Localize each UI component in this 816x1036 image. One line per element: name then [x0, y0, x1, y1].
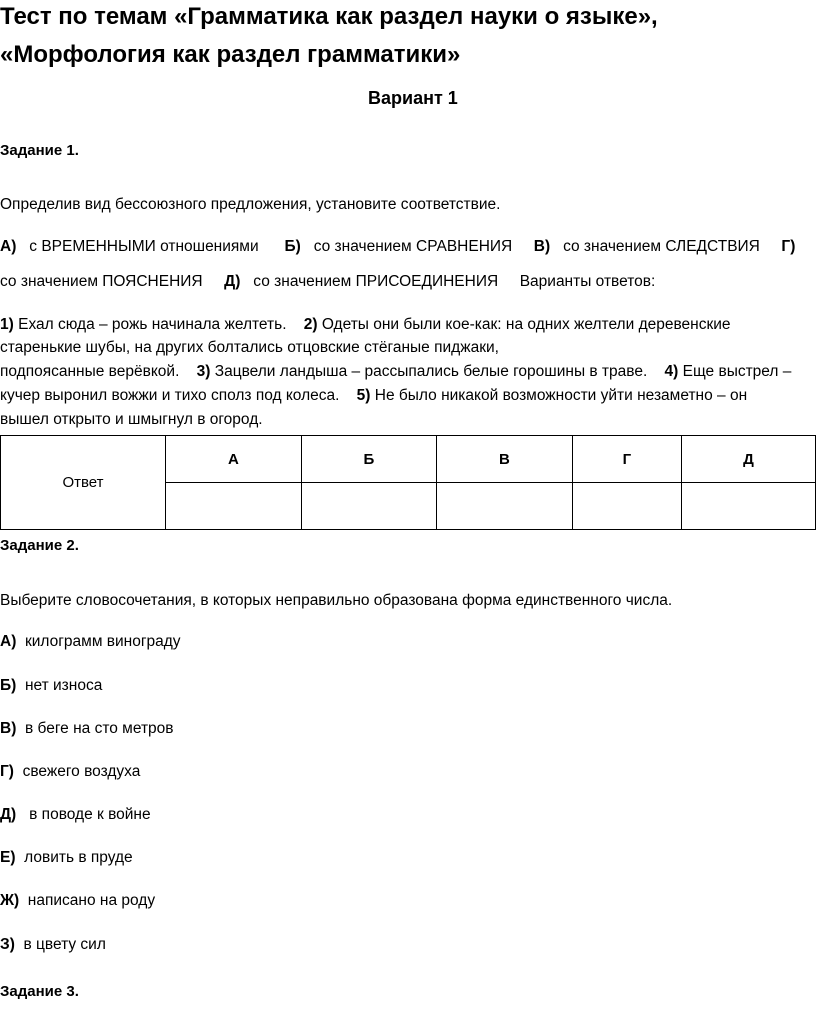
- sentence-4-text-part1: Еще выстрел –: [682, 363, 792, 380]
- option-letter-d: Д): [224, 273, 241, 290]
- answer-cell-v[interactable]: [436, 483, 572, 530]
- option-text-b: со значением СРАВНЕНИЯ: [313, 238, 513, 255]
- option-letter-b: Б): [284, 238, 301, 255]
- list-item: [0, 763, 140, 781]
- sentence-2-text-part2: старенькие шубы, на других болтались отцовские стёганые пиджаки,: [0, 339, 499, 356]
- sentence-5-text-part2: вышел открыто и шмыгнул в огород.: [0, 411, 263, 428]
- sentence-2-text-part3: подпоясанные верёвкой.: [0, 363, 180, 380]
- sentence-num-3: 3): [196, 363, 211, 380]
- column-header-v: В: [436, 436, 572, 483]
- sentence-num-5: 5): [356, 387, 371, 404]
- list-item: [0, 677, 102, 695]
- sentence-5-text-part1: Не было никакой возможности уйти незаметно – он: [374, 387, 748, 404]
- variant-label: Вариант 1: [368, 88, 458, 108]
- list-item: [0, 633, 181, 651]
- sentences-line-5: [0, 409, 263, 432]
- document-title-line-1: Тест по темам «Грамматика как раздел науки о языке»,: [0, 3, 658, 30]
- item-letter: В): [0, 720, 17, 737]
- item-text: нет износа: [24, 677, 103, 694]
- sentence-num-4: 4): [664, 363, 679, 380]
- sentence-3-text: Зацвели ландыша – рассыпались белые горошины в траве.: [214, 363, 648, 380]
- sentences-line-3: [0, 361, 791, 384]
- answer-cell-b[interactable]: [301, 483, 436, 530]
- item-text: ловить в пруде: [24, 849, 133, 866]
- option-text-a: с ВРЕМЕННЫМИ отношениями: [29, 238, 259, 255]
- task2-heading: Задание 2.: [0, 537, 79, 554]
- sentences-line-2: [0, 337, 499, 360]
- item-text: в поводе к войне: [29, 806, 151, 823]
- answer-row-label: Ответ: [1, 436, 166, 530]
- task1-heading: Задание 1.: [0, 142, 79, 159]
- item-text: в беге на сто метров: [24, 720, 174, 737]
- item-text: написано на роду: [27, 892, 156, 909]
- list-item: [0, 806, 151, 824]
- document-title-line-2: «Морфология как раздел грамматики»: [0, 41, 461, 68]
- sentences-line-4: [0, 385, 747, 408]
- list-item: [0, 892, 155, 910]
- option-text-g: со значением ПОЯСНЕНИЯ: [0, 273, 203, 290]
- item-letter: Д): [0, 806, 17, 823]
- answers-label: Варианты ответов:: [519, 273, 656, 290]
- option-letter-a: А): [0, 238, 17, 255]
- column-header-b: Б: [301, 436, 436, 483]
- item-letter: Г): [0, 763, 14, 780]
- sentence-1-text: Ехал сюда – рожь начинала желтеть.: [18, 316, 287, 333]
- task3-heading: Задание 3.: [0, 983, 79, 1000]
- sentence-4-text-part2: кучер выронил вожжи и тихо сполз под колеса.: [0, 387, 340, 404]
- item-text: в цвету сил: [23, 936, 106, 953]
- answer-cell-g[interactable]: [572, 483, 681, 530]
- answer-cell-d[interactable]: [681, 483, 815, 530]
- option-letter-v: В): [533, 238, 551, 255]
- item-text: свежего воздуха: [22, 763, 141, 780]
- task1-options-line-2: [0, 271, 655, 294]
- item-letter: Е): [0, 849, 16, 866]
- option-text-v: со значением СЛЕДСТВИЯ: [563, 238, 760, 255]
- item-letter: А): [0, 633, 17, 650]
- answer-table: [0, 435, 816, 530]
- column-header-d: Д: [681, 436, 815, 483]
- item-letter: Ж): [0, 892, 20, 909]
- item-text: килограмм винограду: [24, 633, 181, 650]
- list-item: [0, 936, 106, 954]
- item-letter: З): [0, 936, 15, 953]
- answer-cell-a[interactable]: [166, 483, 302, 530]
- item-letter: Б): [0, 677, 17, 694]
- task1-options-line-1: [0, 236, 795, 259]
- option-text-d: со значением ПРИСОЕДИНЕНИЯ: [253, 273, 499, 290]
- list-item: [0, 849, 133, 867]
- sentences-line-1: [0, 314, 731, 337]
- task2-instruction: Выберите словосочетания, в которых неправильно образована форма единственного числа.: [0, 592, 673, 609]
- sentence-num-1: 1): [0, 316, 14, 333]
- column-header-g: Г: [572, 436, 681, 483]
- task1-instruction: Определив вид бессоюзного предложения, установите соответствие.: [0, 196, 501, 213]
- list-item: [0, 720, 174, 738]
- option-letter-g: Г): [781, 238, 796, 255]
- column-header-a: А: [166, 436, 302, 483]
- sentence-2-text-part1: Одеты они были кое-как: на одних желтели деревенские: [321, 316, 731, 333]
- sentence-num-2: 2): [303, 316, 318, 333]
